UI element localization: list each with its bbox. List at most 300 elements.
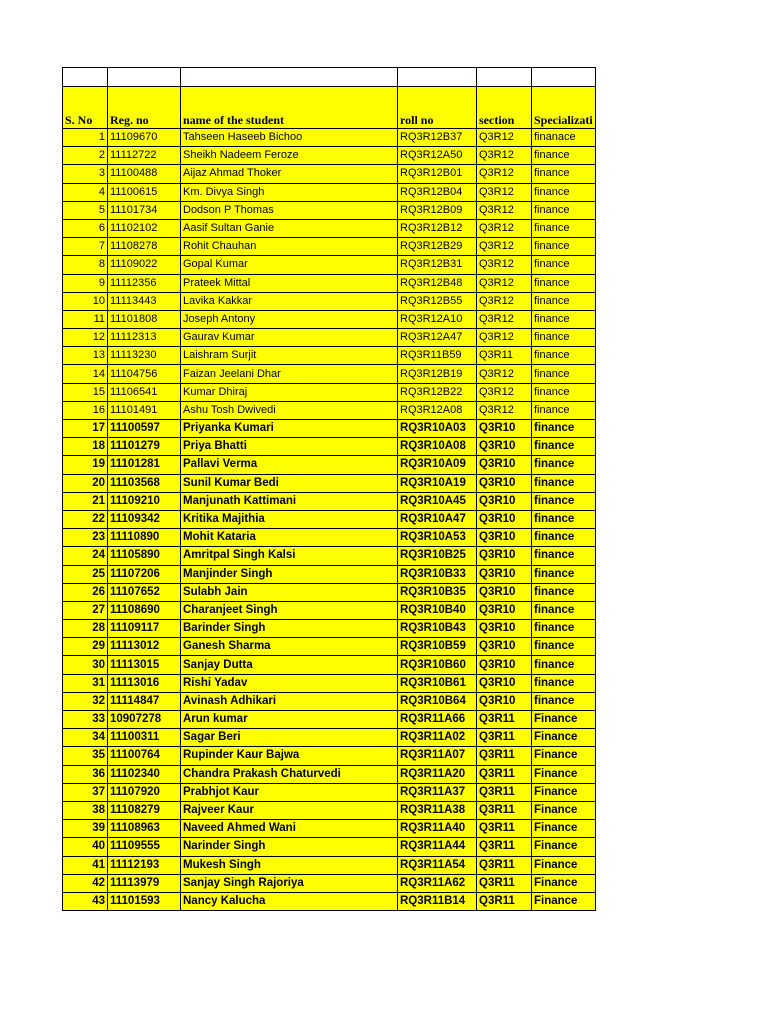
cell-specialization[interactable]: finance [532, 256, 596, 274]
cell-sno[interactable]: 10 [63, 292, 108, 310]
cell-student-name[interactable]: Sheikh Nadeem Feroze [181, 147, 398, 165]
cell-student-name[interactable]: Sunil Kumar Bedi [181, 474, 398, 492]
cell-sno[interactable]: 17 [63, 420, 108, 438]
cell-specialization[interactable]: finance [532, 438, 596, 456]
cell-sno[interactable]: 36 [63, 765, 108, 783]
cell-roll-no[interactable]: RQ3R12B29 [398, 238, 477, 256]
cell-sno[interactable]: 41 [63, 856, 108, 874]
table-row [63, 638, 596, 656]
cell-reg-no[interactable]: 11107652 [108, 583, 181, 601]
cell-roll-no[interactable]: RQ3R11A07 [398, 747, 477, 765]
cell-reg-no[interactable]: 11112356 [108, 274, 181, 292]
cell-section[interactable]: Q3R12 [477, 165, 532, 183]
cell-roll-no[interactable]: RQ3R12B04 [398, 183, 477, 201]
cell-sno[interactable]: 27 [63, 601, 108, 619]
cell-section[interactable]: Q3R11 [477, 729, 532, 747]
cell-student-name[interactable]: Kumar Dhiraj [181, 383, 398, 401]
cell-specialization[interactable]: Finance [532, 820, 596, 838]
cell-roll-no[interactable]: RQ3R10B35 [398, 583, 477, 601]
cell-student-name[interactable]: Amritpal Singh Kalsi [181, 547, 398, 565]
cell-sno[interactable]: 8 [63, 256, 108, 274]
table-row [63, 438, 596, 456]
cell-section[interactable]: Q3R12 [477, 292, 532, 310]
cell-section[interactable]: Q3R11 [477, 856, 532, 874]
blank-cell[interactable] [398, 68, 477, 87]
cell-section[interactable]: Q3R12 [477, 329, 532, 347]
table-row [63, 365, 596, 383]
cell-specialization[interactable]: finance [532, 565, 596, 583]
header-specialization[interactable]: Specializati [532, 87, 596, 129]
cell-roll-no[interactable]: RQ3R10B40 [398, 601, 477, 619]
cell-roll-no[interactable]: RQ3R12B55 [398, 292, 477, 310]
blank-cell[interactable] [63, 68, 108, 87]
cell-roll-no[interactable]: RQ3R11A44 [398, 838, 477, 856]
cell-section[interactable]: Q3R10 [477, 601, 532, 619]
cell-sno[interactable]: 28 [63, 620, 108, 638]
cell-section[interactable]: Q3R12 [477, 256, 532, 274]
cell-student-name[interactable]: Prateek Mittal [181, 274, 398, 292]
cell-specialization[interactable]: Finance [532, 711, 596, 729]
cell-reg-no[interactable]: 11109022 [108, 256, 181, 274]
cell-section[interactable]: Q3R11 [477, 347, 532, 365]
cell-section[interactable]: Q3R11 [477, 838, 532, 856]
cell-roll-no[interactable]: RQ3R12B01 [398, 165, 477, 183]
cell-section[interactable]: Q3R12 [477, 147, 532, 165]
cell-sno[interactable]: 26 [63, 583, 108, 601]
cell-student-name[interactable]: Manjinder Singh [181, 565, 398, 583]
cell-section[interactable]: Q3R11 [477, 801, 532, 819]
cell-student-name[interactable]: Rupinder Kaur Bajwa [181, 747, 398, 765]
cell-student-name[interactable]: Mohit Kataria [181, 529, 398, 547]
cell-roll-no[interactable]: RQ3R11A37 [398, 783, 477, 801]
cell-section[interactable]: Q3R10 [477, 492, 532, 510]
cell-sno[interactable]: 16 [63, 401, 108, 419]
cell-sno[interactable]: 24 [63, 547, 108, 565]
cell-reg-no[interactable]: 11109555 [108, 838, 181, 856]
cell-reg-no[interactable]: 11106541 [108, 383, 181, 401]
cell-specialization[interactable]: finance [532, 165, 596, 183]
cell-specialization[interactable]: finance [532, 274, 596, 292]
cell-sno[interactable]: 13 [63, 347, 108, 365]
table-row [63, 692, 596, 710]
cell-sno[interactable]: 39 [63, 820, 108, 838]
cell-roll-no[interactable]: RQ3R11B59 [398, 347, 477, 365]
cell-specialization[interactable]: finance [532, 292, 596, 310]
cell-specialization[interactable]: finance [532, 183, 596, 201]
cell-roll-no[interactable]: RQ3R11A66 [398, 711, 477, 729]
header-reg-no[interactable]: Reg. no [108, 87, 181, 129]
cell-reg-no[interactable]: 11110890 [108, 529, 181, 547]
cell-specialization[interactable]: finance [532, 601, 596, 619]
cell-roll-no[interactable]: RQ3R12B19 [398, 365, 477, 383]
cell-reg-no[interactable]: 11100311 [108, 729, 181, 747]
cell-reg-no[interactable]: 11100597 [108, 420, 181, 438]
cell-sno[interactable]: 12 [63, 329, 108, 347]
cell-specialization[interactable]: finance [532, 492, 596, 510]
cell-student-name[interactable]: Mukesh Singh [181, 856, 398, 874]
cell-roll-no[interactable]: RQ3R10B60 [398, 656, 477, 674]
cell-student-name[interactable]: Aijaz Ahmad Thoker [181, 165, 398, 183]
cell-specialization[interactable]: finance [532, 547, 596, 565]
cell-specialization[interactable]: finance [532, 201, 596, 219]
table-row [63, 547, 596, 565]
cell-student-name[interactable]: Pallavi Verma [181, 456, 398, 474]
table-row [63, 820, 596, 838]
cell-sno[interactable]: 1 [63, 129, 108, 147]
cell-reg-no[interactable]: 11114847 [108, 692, 181, 710]
cell-reg-no[interactable]: 11109670 [108, 129, 181, 147]
cell-sno[interactable]: 9 [63, 274, 108, 292]
cell-section[interactable]: Q3R10 [477, 638, 532, 656]
cell-roll-no[interactable]: RQ3R10B25 [398, 547, 477, 565]
cell-reg-no[interactable]: 11104756 [108, 365, 181, 383]
cell-specialization[interactable]: Finance [532, 856, 596, 874]
cell-student-name[interactable]: Charanjeet Singh [181, 601, 398, 619]
cell-reg-no[interactable]: 11105890 [108, 547, 181, 565]
cell-sno[interactable]: 3 [63, 165, 108, 183]
cell-reg-no[interactable]: 11108690 [108, 601, 181, 619]
cell-roll-no[interactable]: RQ3R12B31 [398, 256, 477, 274]
cell-section[interactable]: Q3R12 [477, 219, 532, 237]
cell-section[interactable]: Q3R10 [477, 565, 532, 583]
cell-reg-no[interactable]: 11112193 [108, 856, 181, 874]
cell-roll-no[interactable]: RQ3R10A09 [398, 456, 477, 474]
cell-section[interactable]: Q3R11 [477, 747, 532, 765]
cell-sno[interactable]: 5 [63, 201, 108, 219]
cell-sno[interactable]: 43 [63, 892, 108, 910]
cell-specialization[interactable]: Finance [532, 892, 596, 910]
table-row [63, 838, 596, 856]
cell-section[interactable]: Q3R11 [477, 711, 532, 729]
cell-roll-no[interactable]: RQ3R10A45 [398, 492, 477, 510]
table-row [63, 292, 596, 310]
cell-roll-no[interactable]: RQ3R12A10 [398, 310, 477, 328]
cell-specialization[interactable]: finance [532, 456, 596, 474]
cell-sno[interactable]: 42 [63, 874, 108, 892]
cell-sno[interactable]: 19 [63, 456, 108, 474]
cell-reg-no[interactable]: 11113016 [108, 674, 181, 692]
cell-reg-no[interactable]: 11100488 [108, 165, 181, 183]
cell-student-name[interactable]: Kritika Majithia [181, 510, 398, 528]
cell-student-name[interactable]: Sanjay Singh Rajoriya [181, 874, 398, 892]
cell-student-name[interactable]: Barinder Singh [181, 620, 398, 638]
cell-specialization[interactable]: finance [532, 583, 596, 601]
cell-student-name[interactable]: Rohit Chauhan [181, 238, 398, 256]
cell-sno[interactable]: 22 [63, 510, 108, 528]
cell-student-name[interactable]: Gopal Kumar [181, 256, 398, 274]
cell-sno[interactable]: 37 [63, 783, 108, 801]
table-row [63, 183, 596, 201]
cell-specialization[interactable]: finance [532, 510, 596, 528]
cell-specialization[interactable]: finance [532, 674, 596, 692]
header-section[interactable]: section [477, 87, 532, 129]
cell-section[interactable]: Q3R10 [477, 583, 532, 601]
cell-reg-no[interactable]: 11107206 [108, 565, 181, 583]
cell-student-name[interactable]: Aasif Sultan Ganie [181, 219, 398, 237]
cell-sno[interactable]: 23 [63, 529, 108, 547]
cell-section[interactable]: Q3R10 [477, 438, 532, 456]
cell-student-name[interactable]: Nancy Kalucha [181, 892, 398, 910]
cell-reg-no[interactable]: 11101281 [108, 456, 181, 474]
cell-student-name[interactable]: Priyanka Kumari [181, 420, 398, 438]
cell-roll-no[interactable]: RQ3R10B61 [398, 674, 477, 692]
cell-section[interactable]: Q3R12 [477, 365, 532, 383]
cell-reg-no[interactable]: 11113012 [108, 638, 181, 656]
cell-section[interactable]: Q3R11 [477, 765, 532, 783]
cell-section[interactable]: Q3R12 [477, 238, 532, 256]
cell-reg-no[interactable]: 11109117 [108, 620, 181, 638]
cell-roll-no[interactable]: RQ3R10A08 [398, 438, 477, 456]
cell-specialization[interactable]: finance [532, 238, 596, 256]
table-row [63, 147, 596, 165]
cell-roll-no[interactable]: RQ3R12B12 [398, 219, 477, 237]
cell-sno[interactable]: 29 [63, 638, 108, 656]
cell-student-name[interactable]: Sulabh Jain [181, 583, 398, 601]
cell-student-name[interactable]: Avinash Adhikari [181, 692, 398, 710]
cell-section[interactable]: Q3R10 [477, 474, 532, 492]
cell-section[interactable]: Q3R12 [477, 183, 532, 201]
cell-section[interactable]: Q3R11 [477, 892, 532, 910]
table-row [63, 729, 596, 747]
cell-specialization[interactable]: finance [532, 656, 596, 674]
cell-student-name[interactable]: Rajveer Kaur [181, 801, 398, 819]
cell-sno[interactable]: 32 [63, 692, 108, 710]
cell-sno[interactable]: 33 [63, 711, 108, 729]
cell-student-name[interactable]: Gaurav Kumar [181, 329, 398, 347]
cell-roll-no[interactable]: RQ3R10B64 [398, 692, 477, 710]
cell-sno[interactable]: 38 [63, 801, 108, 819]
cell-roll-no[interactable]: RQ3R12B22 [398, 383, 477, 401]
cell-sno[interactable]: 15 [63, 383, 108, 401]
cell-sno[interactable]: 20 [63, 474, 108, 492]
cell-reg-no[interactable]: 11100764 [108, 747, 181, 765]
cell-student-name[interactable]: Ashu Tosh Dwivedi [181, 401, 398, 419]
cell-reg-no[interactable]: 11103568 [108, 474, 181, 492]
cell-reg-no[interactable]: 11109210 [108, 492, 181, 510]
cell-roll-no[interactable]: RQ3R10A53 [398, 529, 477, 547]
cell-specialization[interactable]: finance [532, 329, 596, 347]
cell-specialization[interactable]: Finance [532, 801, 596, 819]
cell-specialization[interactable]: finanace [532, 129, 596, 147]
cell-specialization[interactable]: Finance [532, 874, 596, 892]
cell-reg-no[interactable]: 11102102 [108, 219, 181, 237]
cell-specialization[interactable]: finance [532, 310, 596, 328]
cell-section[interactable]: Q3R10 [477, 456, 532, 474]
cell-reg-no[interactable]: 11108963 [108, 820, 181, 838]
cell-sno[interactable]: 25 [63, 565, 108, 583]
cell-specialization[interactable]: finance [532, 219, 596, 237]
cell-sno[interactable]: 35 [63, 747, 108, 765]
cell-section[interactable]: Q3R10 [477, 420, 532, 438]
cell-sno[interactable]: 40 [63, 838, 108, 856]
cell-reg-no[interactable]: 11113979 [108, 874, 181, 892]
cell-section[interactable]: Q3R10 [477, 510, 532, 528]
table-row [63, 529, 596, 547]
cell-specialization[interactable]: finance [532, 620, 596, 638]
cell-specialization[interactable]: finance [532, 529, 596, 547]
cell-sno[interactable]: 2 [63, 147, 108, 165]
cell-reg-no[interactable]: 11101491 [108, 401, 181, 419]
cell-roll-no[interactable]: RQ3R11A54 [398, 856, 477, 874]
cell-roll-no[interactable]: RQ3R10B33 [398, 565, 477, 583]
cell-roll-no[interactable]: RQ3R10B43 [398, 620, 477, 638]
cell-section[interactable]: Q3R10 [477, 620, 532, 638]
cell-section[interactable]: Q3R12 [477, 274, 532, 292]
cell-student-name[interactable]: Sagar Beri [181, 729, 398, 747]
cell-student-name[interactable]: Km. Divya Singh [181, 183, 398, 201]
cell-roll-no[interactable]: RQ3R11A38 [398, 801, 477, 819]
table-row [63, 565, 596, 583]
table-row [63, 347, 596, 365]
student-table [62, 67, 596, 911]
table-row [63, 456, 596, 474]
header-sno[interactable]: S. No [63, 87, 108, 129]
cell-sno[interactable]: 14 [63, 365, 108, 383]
table-row [63, 329, 596, 347]
cell-student-name[interactable]: Priya Bhatti [181, 438, 398, 456]
cell-student-name[interactable]: Joseph Antony [181, 310, 398, 328]
header-student-name[interactable]: name of the student [181, 87, 398, 129]
cell-sno[interactable]: 21 [63, 492, 108, 510]
table-row [63, 747, 596, 765]
cell-roll-no[interactable]: RQ3R11A62 [398, 874, 477, 892]
cell-roll-no[interactable]: RQ3R12A50 [398, 147, 477, 165]
table-row [63, 238, 596, 256]
cell-reg-no[interactable]: 11113230 [108, 347, 181, 365]
cell-reg-no[interactable]: 11113443 [108, 292, 181, 310]
cell-roll-no[interactable]: RQ3R12A47 [398, 329, 477, 347]
cell-student-name[interactable]: Sanjay Dutta [181, 656, 398, 674]
cell-specialization[interactable]: finance [532, 420, 596, 438]
cell-section[interactable]: Q3R11 [477, 783, 532, 801]
cell-section[interactable]: Q3R10 [477, 692, 532, 710]
cell-specialization[interactable]: Finance [532, 838, 596, 856]
cell-sno[interactable]: 4 [63, 183, 108, 201]
cell-specialization[interactable]: finance [532, 692, 596, 710]
table-row [63, 401, 596, 419]
cell-specialization[interactable]: finance [532, 401, 596, 419]
table-row [63, 856, 596, 874]
cell-student-name[interactable]: Naveed Ahmed Wani [181, 820, 398, 838]
cell-roll-no[interactable]: RQ3R12A08 [398, 401, 477, 419]
cell-reg-no[interactable]: 11101734 [108, 201, 181, 219]
table-row [63, 674, 596, 692]
cell-reg-no[interactable]: 11102340 [108, 765, 181, 783]
cell-reg-no[interactable]: 11101593 [108, 892, 181, 910]
cell-roll-no[interactable]: RQ3R11A20 [398, 765, 477, 783]
cell-roll-no[interactable]: RQ3R12B37 [398, 129, 477, 147]
cell-sno[interactable]: 11 [63, 310, 108, 328]
cell-student-name[interactable]: Chandra Prakash Chaturvedi [181, 765, 398, 783]
cell-specialization[interactable]: finance [532, 147, 596, 165]
cell-student-name[interactable]: Faizan Jeelani Dhar [181, 365, 398, 383]
cell-section[interactable]: Q3R12 [477, 401, 532, 419]
cell-section[interactable]: Q3R11 [477, 874, 532, 892]
cell-section[interactable]: Q3R12 [477, 201, 532, 219]
cell-student-name[interactable]: Arun kumar [181, 711, 398, 729]
cell-reg-no[interactable]: 11101808 [108, 310, 181, 328]
cell-reg-no[interactable]: 10907278 [108, 711, 181, 729]
cell-specialization[interactable]: finance [532, 347, 596, 365]
cell-specialization[interactable]: Finance [532, 783, 596, 801]
cell-roll-no[interactable]: RQ3R11A40 [398, 820, 477, 838]
cell-roll-no[interactable]: RQ3R11A02 [398, 729, 477, 747]
cell-student-name[interactable]: Tahseen Haseeb Bichoo [181, 129, 398, 147]
cell-specialization[interactable]: Finance [532, 747, 596, 765]
cell-reg-no[interactable]: 11113015 [108, 656, 181, 674]
header-roll-no[interactable]: roll no [398, 87, 477, 129]
cell-sno[interactable]: 6 [63, 219, 108, 237]
cell-student-name[interactable]: Dodson P Thomas [181, 201, 398, 219]
cell-student-name[interactable]: Laishram Surjit [181, 347, 398, 365]
cell-sno[interactable]: 7 [63, 238, 108, 256]
cell-section[interactable]: Q3R10 [477, 547, 532, 565]
cell-reg-no[interactable]: 11107920 [108, 783, 181, 801]
cell-reg-no[interactable]: 11108279 [108, 801, 181, 819]
cell-student-name[interactable]: Manjunath Kattimani [181, 492, 398, 510]
cell-section[interactable]: Q3R10 [477, 656, 532, 674]
cell-section[interactable]: Q3R12 [477, 310, 532, 328]
cell-sno[interactable]: 18 [63, 438, 108, 456]
cell-specialization[interactable]: finance [532, 383, 596, 401]
cell-roll-no[interactable]: RQ3R10B59 [398, 638, 477, 656]
cell-specialization[interactable]: finance [532, 474, 596, 492]
cell-section[interactable]: Q3R12 [477, 383, 532, 401]
blank-cell[interactable] [477, 68, 532, 87]
table-row [63, 383, 596, 401]
cell-sno[interactable]: 34 [63, 729, 108, 747]
cell-roll-no[interactable]: RQ3R10A19 [398, 474, 477, 492]
cell-student-name[interactable]: Narinder Singh [181, 838, 398, 856]
cell-student-name[interactable]: Prabhjot Kaur [181, 783, 398, 801]
cell-roll-no[interactable]: RQ3R10A03 [398, 420, 477, 438]
header-row [63, 87, 596, 129]
cell-section[interactable]: Q3R11 [477, 820, 532, 838]
cell-roll-no[interactable]: RQ3R12B09 [398, 201, 477, 219]
cell-student-name[interactable]: Rishi Yadav [181, 674, 398, 692]
cell-roll-no[interactable]: RQ3R11B14 [398, 892, 477, 910]
cell-reg-no[interactable]: 11112313 [108, 329, 181, 347]
cell-sno[interactable]: 30 [63, 656, 108, 674]
cell-roll-no[interactable]: RQ3R12B48 [398, 274, 477, 292]
cell-reg-no[interactable]: 11109342 [108, 510, 181, 528]
blank-cell[interactable] [532, 68, 596, 87]
table-row [63, 219, 596, 237]
cell-specialization[interactable]: Finance [532, 765, 596, 783]
cell-student-name[interactable]: Lavika Kakkar [181, 292, 398, 310]
cell-student-name[interactable]: Ganesh Sharma [181, 638, 398, 656]
cell-specialization[interactable]: finance [532, 365, 596, 383]
cell-reg-no[interactable]: 11101279 [108, 438, 181, 456]
cell-reg-no[interactable]: 11108278 [108, 238, 181, 256]
cell-section[interactable]: Q3R10 [477, 529, 532, 547]
cell-reg-no[interactable]: 11112722 [108, 147, 181, 165]
table-row [63, 583, 596, 601]
cell-reg-no[interactable]: 11100615 [108, 183, 181, 201]
cell-specialization[interactable]: finance [532, 638, 596, 656]
table-row [63, 620, 596, 638]
cell-section[interactable]: Q3R10 [477, 674, 532, 692]
cell-section[interactable]: Q3R12 [477, 129, 532, 147]
cell-sno[interactable]: 31 [63, 674, 108, 692]
blank-cell[interactable] [181, 68, 398, 87]
cell-roll-no[interactable]: RQ3R10A47 [398, 510, 477, 528]
cell-specialization[interactable]: Finance [532, 729, 596, 747]
table-row [63, 492, 596, 510]
table-row [63, 420, 596, 438]
table-row [63, 474, 596, 492]
blank-cell[interactable] [108, 68, 181, 87]
